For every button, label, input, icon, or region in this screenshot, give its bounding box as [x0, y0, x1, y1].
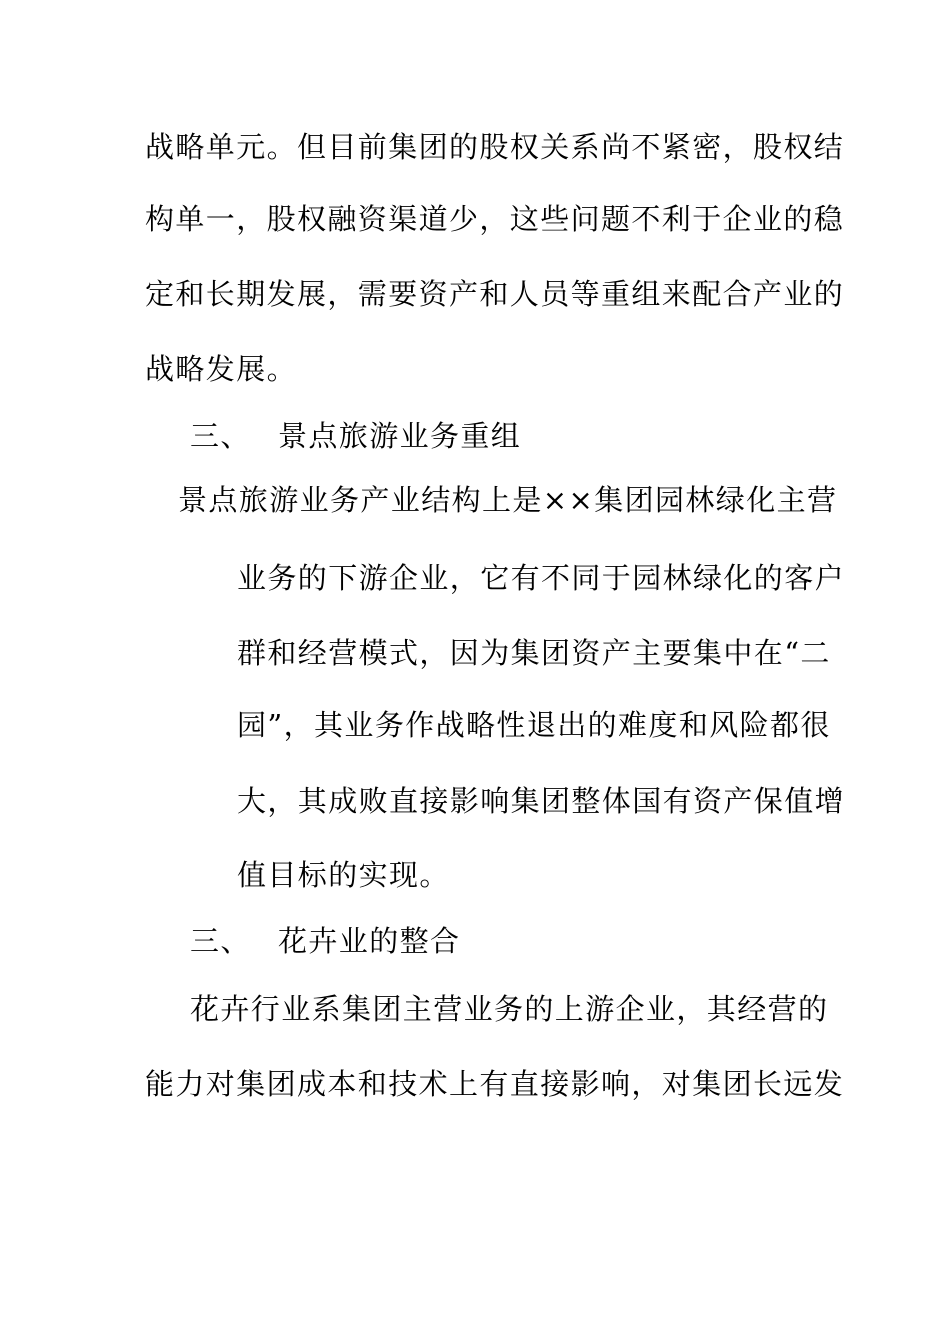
paragraph-line: 定和长期发展，需要资产和人员等重组来配合产业的 [145, 277, 845, 311]
section-heading-title: 景点旅游业务重组 [278, 419, 522, 453]
paragraph-line: 能力对集团成本和技术上有直接影响，对集团长远发 [145, 1067, 845, 1101]
paragraph-line: 构单一，股权融资渠道少，这些问题不利于企业的稳 [145, 202, 845, 236]
paragraph-line: 业务的下游企业，它有不同于园林绿化的客户 [237, 561, 846, 595]
section-heading-title: 花卉业的整合 [278, 924, 461, 958]
paragraph-line: 战略发展。 [145, 352, 298, 386]
section-heading-number: 三、 [190, 924, 251, 958]
paragraph-line: 景点旅游业务产业结构上是××集团园林绿化主营 [178, 483, 838, 517]
paragraph-line: 大，其成败直接影响集团整体国有资产保值增 [237, 784, 846, 818]
paragraph-line: 花卉行业系集团主营业务的上游企业，其经营的 [190, 992, 829, 1026]
paragraph-line: 值目标的实现。 [237, 858, 450, 892]
paragraph-line: 群和经营模式，因为集团资产主要集中在“二 [237, 636, 831, 670]
paragraph-line: 园”，其业务作战略性退出的难度和风险都很 [237, 708, 831, 742]
section-heading-number: 三、 [190, 419, 251, 453]
paragraph-line: 战略单元。但目前集团的股权关系尚不紧密，股权结 [145, 130, 845, 164]
